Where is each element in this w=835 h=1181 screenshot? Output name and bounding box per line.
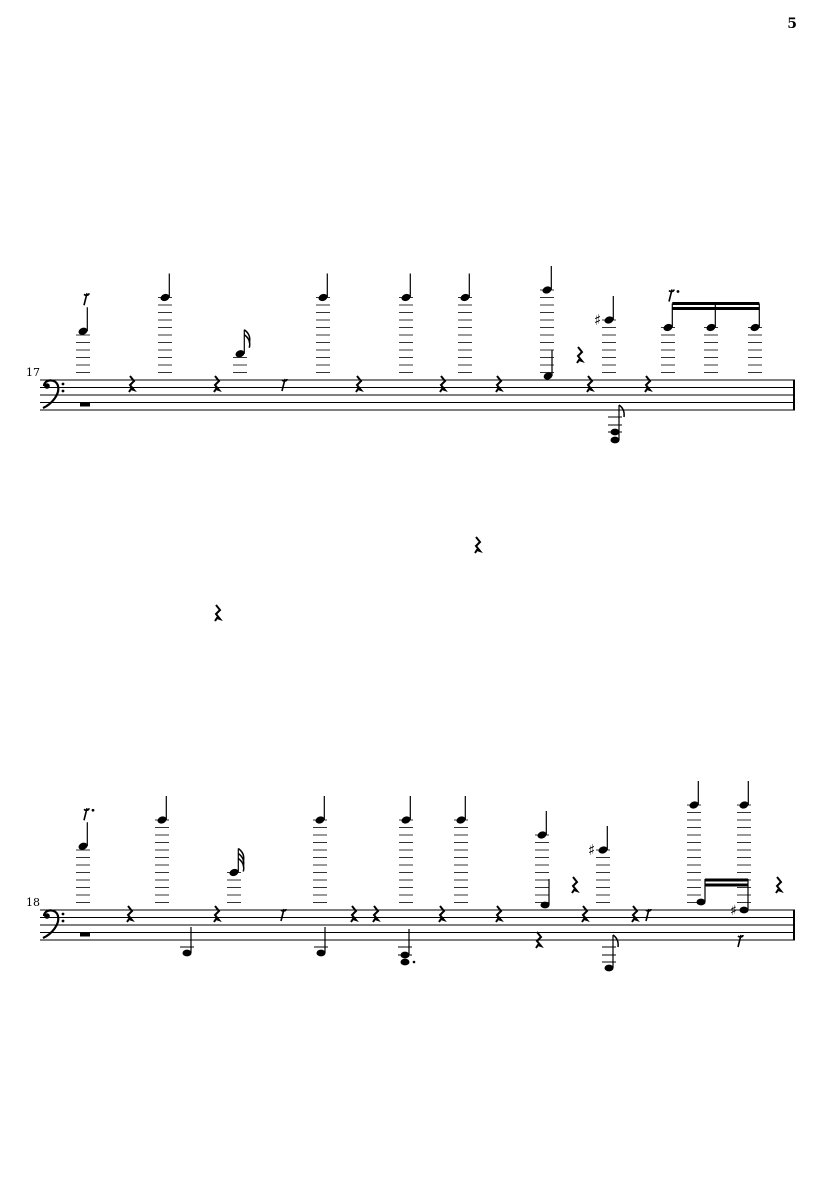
lower-rests <box>127 537 781 948</box>
measure-number-17: 17 <box>26 366 40 379</box>
ledger-note <box>313 796 327 903</box>
svg-text:♯: ♯ <box>730 903 737 919</box>
ledger-note <box>399 274 413 373</box>
page-number: 5 <box>787 16 797 32</box>
ledger-note <box>399 796 413 903</box>
staff-notes <box>541 879 749 919</box>
eighth-rest-icon <box>84 808 89 820</box>
ledger-voice-1 <box>76 266 762 373</box>
ledger-note <box>535 811 549 903</box>
ledger-note <box>233 330 250 373</box>
half-rest <box>80 933 90 937</box>
dot <box>92 809 95 812</box>
ledger-note <box>454 796 468 903</box>
sharp-icon: ♯ <box>588 841 596 859</box>
dot <box>677 290 680 293</box>
ledger-note <box>155 796 169 903</box>
ledger-voice-2 <box>76 781 751 903</box>
ledger-note <box>76 808 94 902</box>
eighth-rest-icon <box>669 290 674 302</box>
half-rest <box>80 403 90 407</box>
measure-number-18: 18 <box>26 896 40 909</box>
low-notes <box>180 927 618 971</box>
ledger-note <box>661 290 679 373</box>
staff-lines <box>40 380 795 410</box>
ledger-note <box>748 304 762 373</box>
staff-system-2 <box>40 537 795 971</box>
staff-lines <box>40 910 795 940</box>
eighth-rest-icon <box>84 293 89 305</box>
ledger-note <box>594 296 616 373</box>
sharp-icon: ♯ <box>594 311 602 329</box>
bass-clef-icon <box>43 910 64 938</box>
ledger-note <box>588 826 610 903</box>
ledger-note <box>158 274 172 373</box>
ledger-note <box>458 274 472 373</box>
ledger-note <box>227 849 244 903</box>
ledger-note <box>316 274 330 373</box>
bass-clef-icon <box>43 380 64 408</box>
ledger-note <box>704 304 718 373</box>
staff-system-1 <box>40 266 795 443</box>
ledger-note <box>687 781 701 903</box>
lower-rests <box>129 347 650 392</box>
ledger-note <box>76 293 90 372</box>
low-chord <box>608 405 624 443</box>
